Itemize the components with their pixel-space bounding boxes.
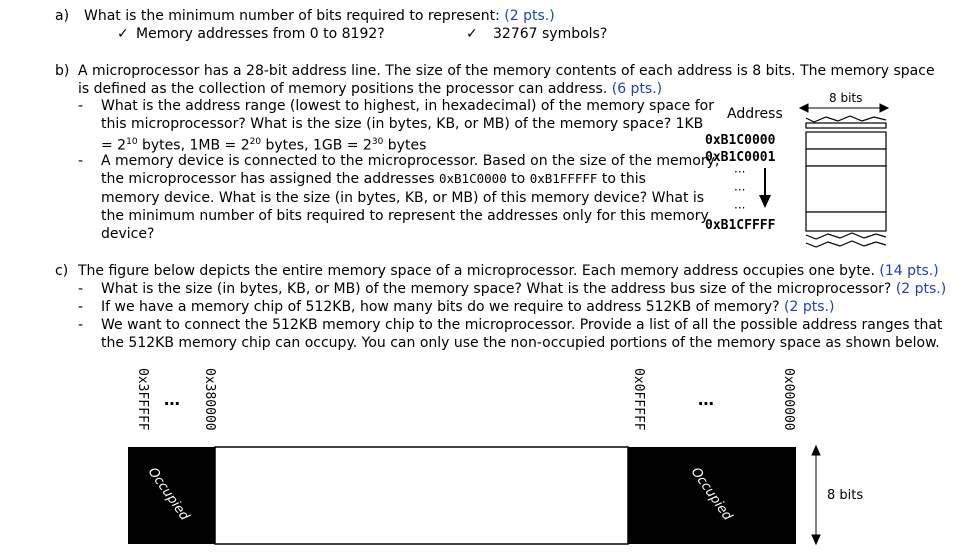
- q1-sup-3: 30: [371, 137, 384, 147]
- part-b-q2-line3: memory device. What is the size (in bytes, KB, or MB) of this memory device? What is: [101, 190, 705, 206]
- fig-c-ellipsis-right: ⋯: [698, 394, 714, 413]
- fig-c-occupied-right: Occupied: [687, 465, 735, 524]
- part-c-dash-2: -: [78, 299, 84, 315]
- part-b-q1-line2: this microprocessor? What is the size (in bytes, KB, or MB) of the memory space? 1KB: [101, 116, 704, 132]
- part-c-dash-3: -: [78, 317, 84, 333]
- part-b-label: b): [55, 63, 70, 79]
- fig-c-occupied-left: Occupied: [144, 465, 192, 524]
- part-c-dash-1: -: [78, 281, 84, 297]
- q1-sup-2: 20: [249, 137, 262, 147]
- svg-text:···: ···: [734, 201, 746, 215]
- q2-line2-c: to this: [597, 171, 646, 187]
- fig-c-memory-bar: [128, 447, 796, 544]
- q1-line3-d: bytes: [383, 137, 427, 154]
- part-a-check-2: ✓: [466, 26, 478, 42]
- fig-b-width-label: 8 bits: [829, 91, 863, 105]
- fig-b-address-header: Address: [727, 106, 783, 122]
- part-b-q2-line1: A memory device is connected to the microprocessor. Based on the size of the memory,: [101, 153, 720, 169]
- part-b-dash-1: -: [78, 98, 84, 114]
- part-a-item-1: Memory addresses from 0 to 8192?: [136, 26, 385, 42]
- part-c-q3-line1: We want to connect the 512KB memory chip to the microprocessor. Provide a list of all the possible address ranges that: [101, 317, 943, 333]
- part-c-intro: [78, 262, 939, 280]
- part-c-intro-text: The figure below depicts the entire memory space of a microprocessor. Each memory address occupies one byte.: [78, 263, 875, 279]
- fig-c-addr-top-end: 0x3FFFFF: [135, 368, 150, 431]
- fig-c-ellipsis-left: ⋯: [164, 394, 180, 413]
- fig-b-addr-second: 0xB1C0001: [705, 150, 776, 165]
- svg-text:···: ···: [734, 183, 746, 197]
- part-c-q2-text: If we have a memory chip of 512KB, how many bits do we require to address 512KB of memory?: [101, 299, 780, 315]
- fig-b-dotted-arrow: [734, 165, 771, 215]
- part-c-q1: [101, 280, 946, 298]
- part-c-label: c): [55, 263, 69, 279]
- fig-b-addr-last: 0xB1CFFFF: [705, 218, 776, 233]
- fig-c-height-arrow: [812, 446, 820, 544]
- q1-line3-c: bytes, 1GB = 2: [261, 137, 372, 154]
- part-a-points: (2 pts.): [504, 8, 555, 24]
- part-c-q1-points: (2 pts.): [895, 281, 947, 297]
- part-b-q2-line4: the minimum number of bits required to represent the addresses only for this memory: [101, 208, 709, 224]
- part-a-check-1: ✓: [117, 26, 129, 42]
- fig-c-addr-occupied-start: 0x380000: [202, 368, 217, 431]
- part-c-q1-text: What is the size (in bytes, KB, or MB) of the memory space? What is the address bus size of the microprocessor?: [101, 281, 892, 297]
- part-a-label: a): [55, 8, 70, 24]
- q1-line3-a: = 2: [101, 137, 127, 154]
- fig-c-addr-zero: 0x000000: [781, 368, 796, 431]
- fig-b-width-arrow: [800, 104, 888, 112]
- q2-addr-2: 0xB1FFFFF: [529, 171, 598, 186]
- part-b-intro-line1: A microprocessor has a 28-bit address line. The size of the memory contents of each address is 8 bits. The memory space: [78, 63, 935, 79]
- part-c-q3-line2: the 512KB memory chip can occupy. You can only use the non-occupied portions of the memory space as shown below.: [101, 335, 940, 351]
- q2-line2-a: the microprocessor has assigned the addresses: [101, 171, 439, 187]
- part-b-intro-line2-text: is defined as the collection of memory positions the processor can address.: [78, 81, 608, 97]
- q1-line3-b: bytes, 1MB = 2: [137, 137, 250, 154]
- part-c-q2: [101, 298, 834, 316]
- part-b-points: (6 pts.): [611, 81, 663, 97]
- part-a-item-2: 32767 symbols?: [493, 26, 608, 42]
- fig-c-addr-occupied-end2: 0x0FFFFF: [631, 368, 646, 431]
- part-b-q1-line1: What is the address range (lowest to highest, in hexadecimal) of the memory space for: [101, 98, 714, 114]
- q2-addr-1: 0xB1C0000: [438, 171, 507, 186]
- part-b-q2-line5: device?: [101, 226, 155, 242]
- svg-text:···: ···: [734, 165, 746, 179]
- q1-sup-1: 10: [126, 137, 138, 147]
- part-c-intro-points: (14 pts.): [879, 263, 939, 279]
- fig-b-addr-first: 0xB1C0000: [705, 133, 776, 148]
- fig-c-width-label: 8 bits: [827, 488, 864, 503]
- part-c-q2-points: (2 pts.): [784, 299, 835, 315]
- part-b-dash-2: -: [78, 153, 84, 169]
- part-a-question-text: What is the minimum number of bits required to represent:: [84, 8, 500, 24]
- fig-b-memory-block: [806, 116, 886, 247]
- q2-line2-b: to: [506, 171, 530, 187]
